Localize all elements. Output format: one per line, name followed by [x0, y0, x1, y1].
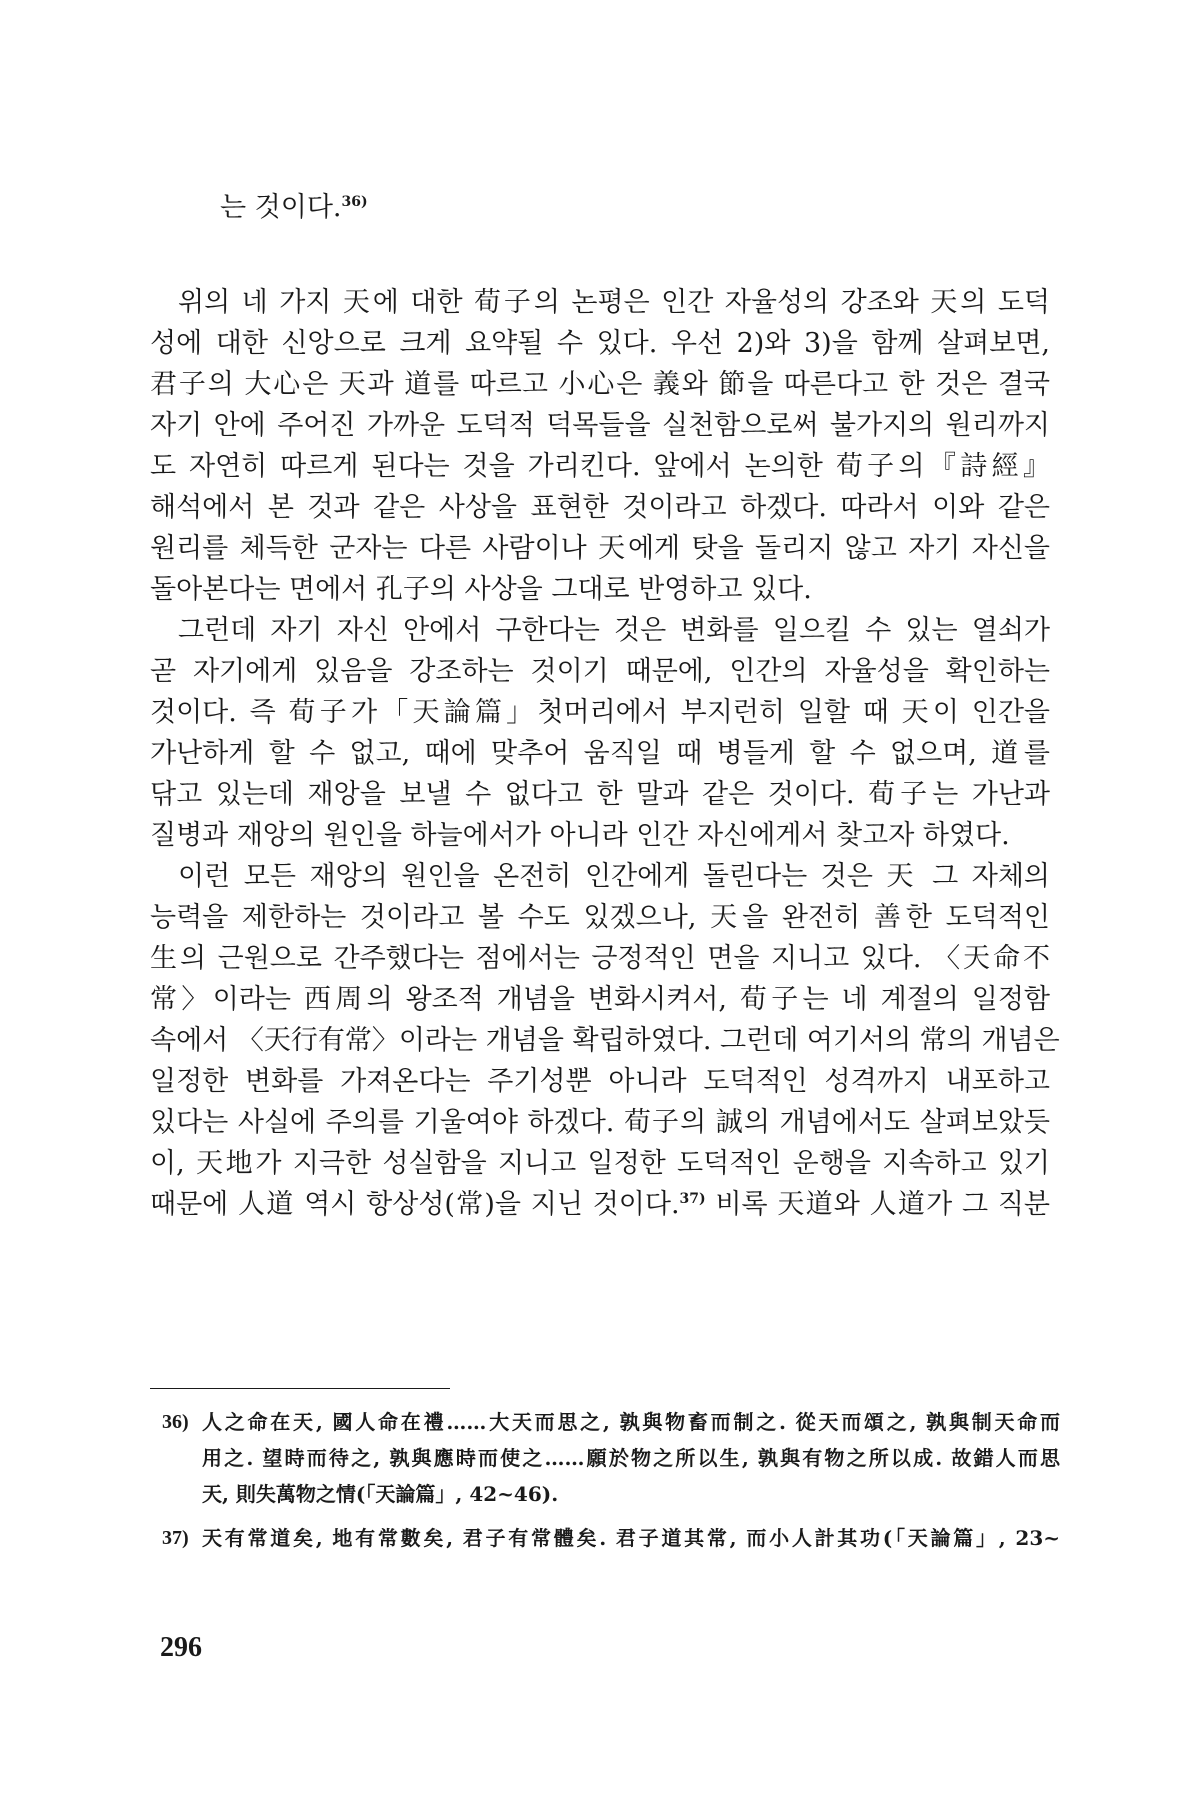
- text-line: 자기 안에 주어진 가까운 도덕적 덕목들을 실천함으로써 불가지의 원리까지: [150, 410, 1050, 441]
- text-line: 도 자연히 따르게 된다는 것을 가리킨다. 앞에서 논의한 荀子의『詩經』: [150, 451, 1050, 482]
- text-line: 해석에서 본 것과 같은 사상을 표현한 것이라고 하겠다. 따라서 이와 같은: [150, 492, 1050, 523]
- footnote-line: 人之命在天, 國人命在禮……大天而思之, 孰與物畜而制之. 從天而頌之, 孰與制天命而: [202, 1410, 1060, 1434]
- body-text: [150, 282, 1060, 1225]
- paragraph-2: [150, 610, 1050, 856]
- footnote-number: 36): [162, 1411, 189, 1433]
- footnotes: [150, 1404, 1060, 1564]
- text-line: 가난하게 할 수 없고, 때에 맞추어 움직일 때 병들게 할 수 없으며, 道를: [150, 738, 1050, 769]
- text-segment: 때문에 人道 역시 항상성(常)을 지닌 것이다.: [150, 1189, 680, 1220]
- text-line: 능력을 제한하는 것이라고 볼 수도 있겠으나, 天을 완전히 善한 도덕적인: [150, 902, 1050, 933]
- text-line: [150, 1184, 1050, 1225]
- text-line: 위의 네 가지 天에 대한 荀子의 논평은 인간 자율성의 강조와 天의 도덕: [178, 287, 1050, 318]
- text-line: 일정한 변화를 가져온다는 주기성뿐 아니라 도덕적인 성격까지 내포하고: [150, 1066, 1050, 1097]
- text-line: 것이다. 즉 荀子가「天論篇」첫머리에서 부지런히 일할 때 天이 인간을: [150, 697, 1050, 728]
- text-line: 원리를 체득한 군자는 다른 사람이나 天에게 탓을 돌리지 않고 자기 자신을: [150, 533, 1050, 564]
- text-line: 있다는 사실에 주의를 기울여야 하겠다. 荀子의 誠의 개념에서도 살펴보았듯: [150, 1107, 1050, 1138]
- page-number: 296: [160, 1632, 202, 1663]
- footnote-line: 天, 則失萬物之情(「天論篇」, 42~46).: [202, 1482, 559, 1506]
- footnote-line: 用之. 望時而待之, 孰與應時而使之……願於物之所以生, 孰與有物之所以成. 故錯人而思: [202, 1446, 1060, 1470]
- footnote-line: 天有常道矣, 地有常數矣, 君子有常體矣. 君子道其常, 而小人計其功(「天論篇」, 23~: [202, 1526, 1060, 1550]
- footnote-ref-36: 36): [341, 194, 368, 210]
- footnote-37: [150, 1520, 1060, 1556]
- continuation-text: 는 것이다.: [220, 192, 342, 223]
- text-line: 常〉이라는 西周의 왕조적 개념을 변화시켜서, 荀子는 네 계절의 일정함: [150, 984, 1050, 1015]
- text-line: 닦고 있는데 재앙을 보낼 수 없다고 한 말과 같은 것이다. 荀子는 가난과: [150, 779, 1050, 810]
- text-line: 이런 모든 재앙의 원인을 온전히 인간에게 돌린다는 것은 天 그 자체의: [178, 861, 1050, 892]
- paragraph-3: [150, 856, 1060, 1225]
- continuation-line: [220, 188, 368, 228]
- footnote-number: 37): [162, 1527, 189, 1549]
- paragraph-1: [150, 282, 1050, 610]
- text-line: 그런데 자기 자신 안에서 구한다는 것은 변화를 일으킬 수 있는 열쇠가: [178, 615, 1050, 646]
- footnote-divider: [150, 1388, 450, 1389]
- text-line: 곧 자기에게 있음을 강조하는 것이기 때문에, 인간의 자율성을 확인하는: [150, 656, 1050, 687]
- text-line: 君子의 大心은 天과 道를 따르고 小心은 義와 節을 따른다고 한 것은 결국: [150, 369, 1050, 400]
- text-segment: 비록 天道와 人道가 그 직분: [705, 1189, 1050, 1220]
- text-line: 이, 天地가 지극한 성실함을 지니고 일정한 도덕적인 운행을 지속하고 있기: [150, 1148, 1050, 1179]
- text-line: 속에서 〈天行有常〉이라는 개념을 확립하였다. 그런데 여기서의 常의 개념은: [150, 1025, 1060, 1056]
- footnote-36: [150, 1404, 1060, 1512]
- text-line: 돌아본다는 면에서 孔子의 사상을 그대로 반영하고 있다.: [150, 574, 812, 605]
- text-line: 질병과 재앙의 원인을 하늘에서가 아니라 인간 자신에게서 찾고자 하였다.: [150, 820, 1010, 851]
- text-line: 성에 대한 신앙으로 크게 요약될 수 있다. 우선 2)와 3)을 함께 살펴보면,: [150, 328, 1050, 359]
- text-line: 生의 근원으로 간주했다는 점에서는 긍정적인 면을 지니고 있다. 〈天命不: [150, 943, 1050, 974]
- footnote-ref-37: 37): [679, 1191, 706, 1207]
